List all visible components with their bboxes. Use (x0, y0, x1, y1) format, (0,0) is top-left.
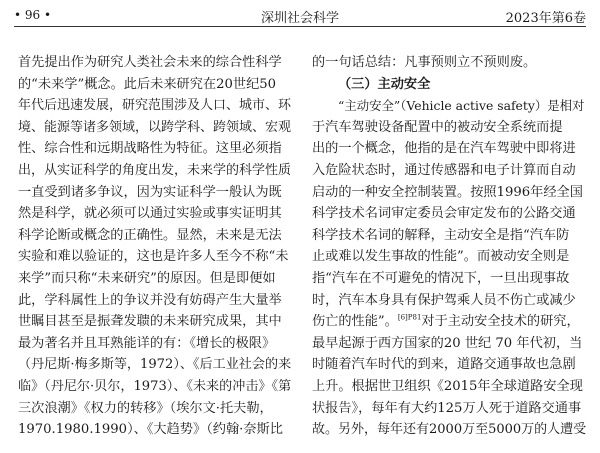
journal-title: 深圳社会科学 (260, 11, 339, 26)
text-line: 年代后迅速发展，研究范围涉及人口、城市、环 (18, 98, 292, 114)
text-line: 最为著名并且耳熟能详的有：《增长的极限》 (18, 335, 276, 351)
text-line: 入危险状态时，通过传感器和电子计算而自动 (312, 162, 576, 178)
text-line: 境、能源等诸多领域，以跨学科、跨领域、宏观 (18, 119, 292, 135)
page-header (0, 0, 600, 26)
left-column (18, 52, 292, 441)
text-line: 科学技术名词的解释，主动安全是指“汽车防 (312, 227, 570, 243)
text-line: 时，汽车本身具有保护驾乘人员不伤亡或减少 (312, 292, 576, 308)
text-line: 出的一个概念，他指的是在汽车驾驶中即将进 (312, 141, 576, 157)
text-fragment: 对于主动安全技术的研究， (421, 314, 580, 330)
issue-label: 2023年第6卷 (505, 11, 586, 26)
text-line: 故。另外，每年还有2000万至5000万的人遭受 (312, 422, 587, 438)
text-line: “主动安全”（Vehicle active safety）是相对 (338, 98, 585, 114)
text-line: 一直受到诸多争议，因为实证科学一般认为既 (18, 184, 282, 200)
text-line: 性、综合性和远期战略性为特征。这里必须指 (18, 141, 282, 157)
text-line: 然是科学，就必须可以通过实验或事实证明其 (18, 206, 282, 222)
text-line: （丹尼斯·梅多斯等，1972）、《后工业社会的来 (18, 357, 292, 373)
text-line: 世瞩目甚至是振聋发聩的未来研究成果，其中 (18, 314, 282, 330)
text-fragment: 伤亡的性能”。 (312, 314, 398, 330)
text-line: 实验和难以验证的，这也是许多人至今不称“未 (18, 249, 289, 265)
text-line: 的“未来学”概念。此后未来研究在20世纪50 (18, 76, 277, 92)
text-line: 来学”而只称“未来研究”的原因。但是即便如 (18, 270, 276, 286)
text-line: 状报告》，每年有大约125万人死于道路交通事 (312, 400, 582, 416)
text-line: 科学技术名词审定委员会审定发布的公路交通 (312, 206, 576, 222)
text-line: 于汽车驾驶设备配置中的被动安全系统而提 (312, 119, 563, 135)
text-line: 上升。根据世卫组织《2015年全球道路安全现 (312, 378, 583, 394)
text-line: 出，从实证科学的角度出发，未来学的科学性质 (18, 162, 292, 178)
text-line: 临》（丹尼尔·贝尔，1973）、《未来的冲击》《第 (18, 378, 292, 394)
citation-mark: [6]P81 (397, 313, 422, 322)
section-heading: （三）主动安全 (338, 76, 431, 92)
text-line: 的一句话总结：凡事预则立不预则废。 (312, 55, 537, 70)
text-line: 三次浪潮》《权力的转移》（埃尔文·托夫勒， (18, 400, 273, 416)
text-line: 此，学科属性上的争议并没有妨碍产生大量举 (18, 292, 282, 308)
text-line: 科学论断或概念的正确性。显然，未来是无法 (18, 227, 282, 243)
right-column (312, 52, 586, 441)
text-line: 指“汽车在不可避免的情况下，一旦出现事故 (312, 270, 570, 286)
header-divider (14, 26, 586, 27)
page-number: • 96 • (14, 8, 52, 22)
text-line: 启动的一种安全控制装置。按照1996年经全国 (312, 184, 583, 200)
text-line: 首先提出作为研究人类社会未来的综合性科学 (18, 55, 282, 70)
text-line: 最早起源于西方国家的20 世纪 70 年代初，当 (312, 335, 583, 351)
text-line: 时随着汽车时代的到来，道路交通事故也急剧 (312, 357, 576, 373)
text-line: 止或难以发生事故的性能”。而被动安全则是 (312, 249, 570, 265)
text-line: 1970.1980.1990）、《大趋势》（约翰·奈斯比 (18, 422, 283, 438)
citation-line (312, 311, 586, 333)
